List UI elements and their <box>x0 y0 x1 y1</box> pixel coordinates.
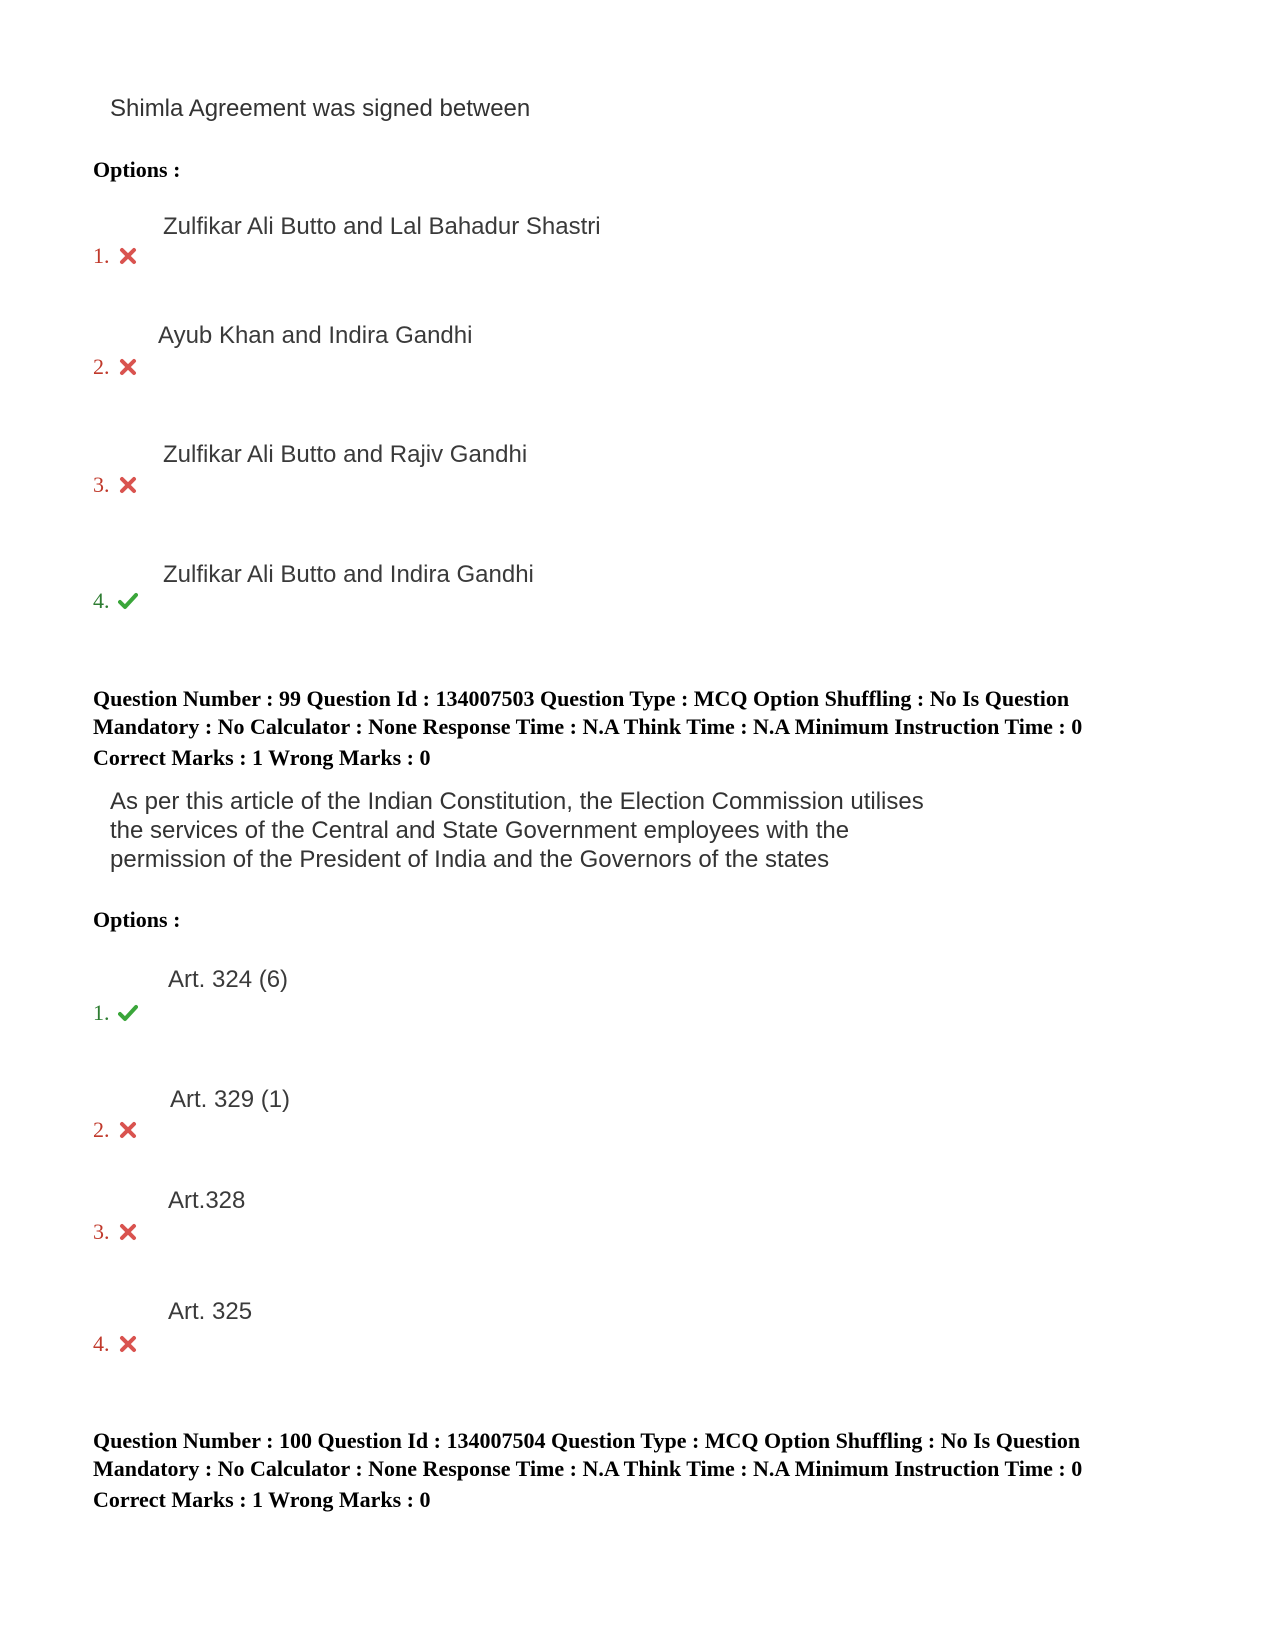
meta-line: Mandatory : No Calculator : None Response Time : N.A Think Time : N.A Minimum Instruction Time : 0 <box>93 714 1083 739</box>
question-meta <box>93 1427 1082 1514</box>
option-text: Ayub Khan and Indira Gandhi <box>158 322 473 349</box>
option-number <box>93 472 138 498</box>
meta-line: Question Number : 99 Question Id : 134007503 Question Type : MCQ Option Shuffling : No Is Question <box>93 686 1070 711</box>
option-text: Zulfikar Ali Butto and Rajiv Gandhi <box>163 441 528 468</box>
question-text <box>110 787 924 874</box>
meta-line: Question Number : 100 Question Id : 134007504 Question Type : MCQ Option Shuffling : No Is Question <box>93 1428 1081 1453</box>
options-label: Options : <box>93 907 181 932</box>
option-text: Art. 325 <box>168 1298 253 1325</box>
option-number-label: 4. <box>93 588 110 613</box>
option-text: Zulfikar Ali Butto and Indira Gandhi <box>163 561 534 588</box>
option-text: Art.328 <box>168 1187 246 1214</box>
option-text: Art. 329 (1) <box>170 1086 291 1113</box>
option-number <box>93 1331 138 1357</box>
options-label: Options : <box>93 157 181 182</box>
option-text: Zulfikar Ali Butto and Lal Bahadur Shastri <box>163 213 601 240</box>
question-line: Shimla Agreement was signed between <box>110 95 531 122</box>
cross-mark-icon <box>118 246 138 266</box>
question-text <box>110 94 530 124</box>
option-number-label: 2. <box>93 1117 110 1142</box>
question-line: permission of the President of India and the Governors of the states <box>110 846 830 873</box>
option-number-label: 3. <box>93 472 110 497</box>
option-number-label: 1. <box>93 243 110 268</box>
option-number <box>93 588 138 614</box>
cross-mark-icon <box>118 1120 138 1140</box>
option-number-label: 4. <box>93 1331 110 1356</box>
question-line: As per this article of the Indian Constitution, the Election Commission utilises <box>110 788 924 815</box>
check-mark-icon <box>118 591 138 611</box>
cross-mark-icon <box>118 1222 138 1242</box>
option-number <box>93 354 138 380</box>
check-mark-icon <box>118 1003 138 1023</box>
option-number-label: 1. <box>93 1000 110 1025</box>
option-text: Art. 324 (6) <box>168 966 289 993</box>
question-line: the services of the Central and State Government employees with the <box>110 817 850 844</box>
cross-mark-icon <box>118 475 138 495</box>
meta-line: Correct Marks : 1 Wrong Marks : 0 <box>93 745 431 770</box>
option-number <box>93 1000 138 1026</box>
cross-mark-icon <box>118 357 138 377</box>
option-number <box>93 1219 138 1245</box>
question-meta <box>93 685 1082 772</box>
option-number <box>93 1117 138 1143</box>
option-number <box>93 243 138 269</box>
option-number-label: 3. <box>93 1219 110 1244</box>
meta-line: Correct Marks : 1 Wrong Marks : 0 <box>93 1487 431 1512</box>
option-number-label: 2. <box>93 354 110 379</box>
meta-line: Mandatory : No Calculator : None Response Time : N.A Think Time : N.A Minimum Instruction Time : 0 <box>93 1456 1083 1481</box>
cross-mark-icon <box>118 1334 138 1354</box>
